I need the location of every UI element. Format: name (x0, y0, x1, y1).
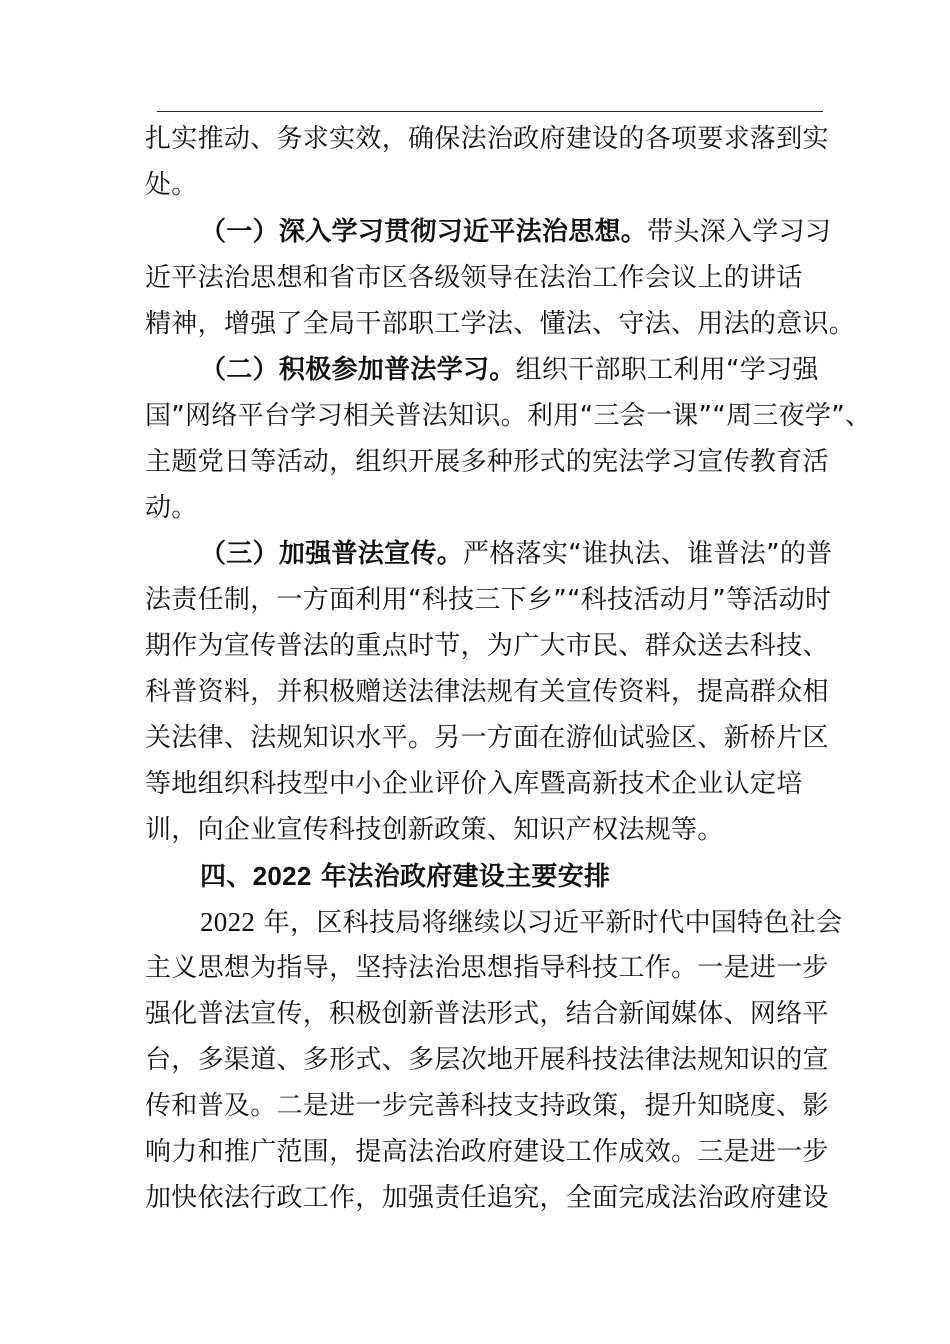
body-line: 关法律、法规知识水平。另一方面在游仙试验区、新桥片区 (145, 723, 829, 753)
body-line: 强化普法宣传，积极创新普法形式，结合新闻媒体、网络平 (145, 999, 829, 1029)
body-line: 扎实推动、务求实效，确保法治政府建设的各项要求落到实 (145, 124, 829, 154)
section-heading: （二）积极参加普法学习。 (200, 355, 516, 385)
body-line: 加快依法行政工作，加强责任追究，全面完成法治政府建设 (145, 1183, 829, 1213)
body-line: 等地组织科技型中小企业评价入库暨高新技术企业认定培 (145, 769, 803, 799)
section-paragraph-2: （二）积极参加普法学习。组织干部职工利用“学习强 (200, 355, 819, 385)
section-heading: （三）加强普法宣传。 (200, 539, 464, 569)
body-line: 国”网络平台学习相关普法知识。利用“三会一课”“周三夜学”、 (145, 401, 872, 431)
body-line: 传和普及。二是进一步完善科技支持政策，提升知晓度、影 (145, 1091, 829, 1121)
section-paragraph-1: （一）深入学习贯彻习近平法治思想。带头深入学习习 (200, 217, 832, 247)
body-line: 训，向企业宣传科技创新政策、知识产权法规等。 (145, 815, 724, 845)
body-line: 科普资料，并积极赠送法律法规有关宣传资料，提高群众相 (145, 677, 829, 707)
chapter-heading: 四、2022 年法治政府建设主要安排 (200, 861, 611, 892)
body-line: 主义思想为指导，坚持法治思想指导科技工作。一是进一步 (145, 953, 829, 983)
header-rule (157, 111, 823, 112)
section-paragraph-3: （三）加强普法宣传。严格落实“谁执法、谁普法”的普 (200, 539, 833, 569)
body-line: 近平法治思想和省市区各级领导在法治工作会议上的讲话 (145, 263, 803, 293)
body-line: 精神，增强了全局干部职工学法、懂法、守法、用法的意识。 (145, 309, 856, 339)
body-line: 主题党日等活动，组织开展多种形式的宪法学习宣传教育活 (145, 447, 829, 477)
body-line: 法责任制，一方面利用“科技三下乡”“科技活动月”等活动时 (145, 585, 832, 615)
body-line: 动。 (145, 493, 198, 523)
body-line: 2022 年，区科技局将继续以习近平新时代中国特色社会 (200, 907, 843, 938)
section-heading: （一）深入学习贯彻习近平法治思想。 (200, 217, 648, 247)
body-line: 台，多渠道、多形式、多层次地开展科技法律法规知识的宣 (145, 1045, 829, 1075)
body-line: 期作为宣传普法的重点时节，为广大市民、群众送去科技、 (145, 631, 829, 661)
body-line: 响力和推广范围，提高法治政府建设工作成效。三是进一步 (145, 1137, 829, 1167)
body-line: 处。 (145, 170, 198, 200)
